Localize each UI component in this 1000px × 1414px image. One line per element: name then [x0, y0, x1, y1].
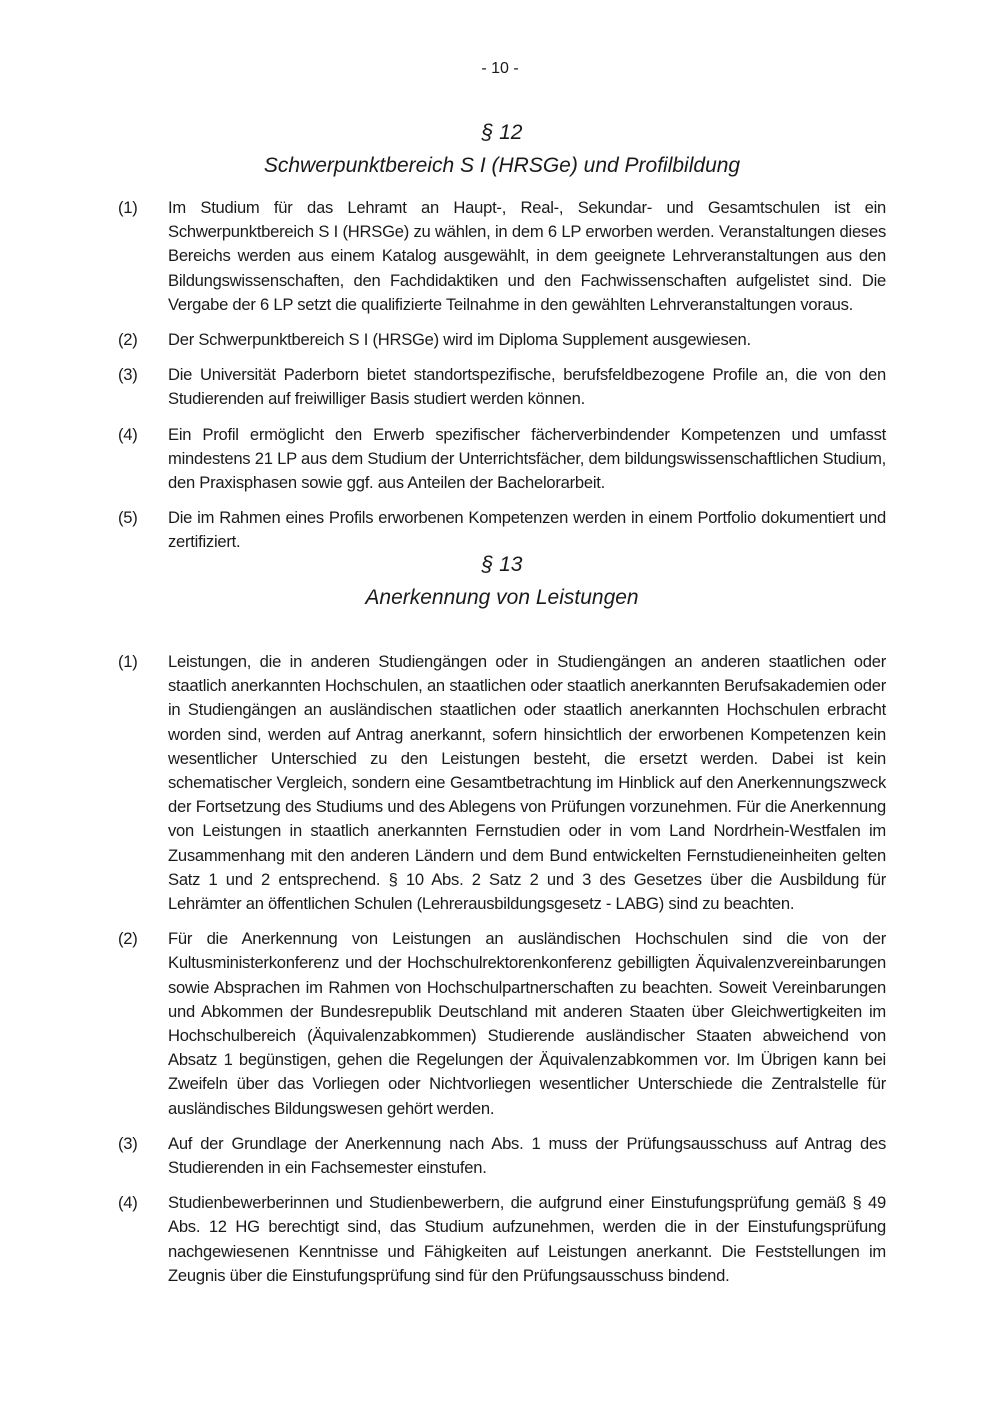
section-symbol: § 13 [481, 553, 523, 576]
paragraph-text: Studienbewerberinnen und Studienbewerbern, die aufgrund einer Einstufungsprüfung gemäß § 49 Abs. 12 HG berechtigt sind, das Studium aufzunehmen, werden die in der Einstufungsprüfung nachgewiesenen Kenntnisse und Fähigkeiten auf Leistungen anerkannt. Die Feststellungen im Zeugnis über die Einstufungsprüfung sind für den Prüfungsausschuss bindend. [168, 1193, 886, 1285]
paragraph-number: (2) [118, 330, 138, 350]
paragraph-text: Im Studium für das Lehramt an Haupt-, Real-, Sekundar- und Gesamtschulen ist ein Schwerpunktbereich S I (HRSGe) zu wählen, in dem 6 LP erworben werden. Veranstaltungen dieses Bereichs werden aus einem Katalog ausgewählt, in dem geeignete Lehrveranstaltungen aus den Bildungswissenschaften, den Fachdidaktiken und den Fachwissenschaften aufgelistet sind. Die Vergabe der 6 LP setzt die qualifizierte Teilnahme in den gewählten Lehrveranstaltungen voraus. [168, 198, 886, 314]
paragraph-number: (2) [118, 929, 138, 949]
paragraph-text: Auf der Grundlage der Anerkennung nach Abs. 1 muss der Prüfungsausschuss auf Antrag des Studierenden in ein Fachsemester einstufen. [168, 1133, 886, 1178]
paragraph [118, 423, 886, 496]
paragraph-number: (4) [118, 1193, 138, 1213]
paragraph-number: (4) [118, 424, 138, 444]
paragraph-text: Die Universität Paderborn bietet standortspezifische, berufsfeldbezogene Profile an, die von den Studierenden auf freiwilliger Basis studiert werden können. [168, 365, 886, 409]
paragraph-text: Leistungen, die in anderen Studiengängen oder in Studiengängen an anderen staatlichen oder staatlich anerkannten Hochschulen, an staatlichen oder staatlich anerkannten Berufsakademien oder in Studiengängen an ausländischen staatlichen oder staatlich anerkannten Hochschulen erbracht worden sind, werden auf Antrag anerkannt, sofern hinsichtlich der erworbenen Kompetenzen kein wesentlicher Unterschied zu den Leistungen besteht, die ersetzt werden. Dabei ist kein schematischer Vergleich, sondern eine Gesamtbetrachtung im Hinblick auf den Anerkennungszweck der Fortsetzung des Studiums und des Ablegens von Prüfungen vorzunehmen. Für die Anerkennung von Leistungen in staatlich anerkannten Fernstudien oder in vom Land Nordrhein-Westfalen im Zusammenhang mit den anderen Ländern und dem Bund entwickelten Fernstudieneinheiten gelten Satz 1 und 2 entsprechend. § 10 Abs. 2 Satz 2 und 3 des Gesetzes über die Ausbildung für Lehrämter an öffentlichen Schulen (Lehrerausbildungsgesetz - LABG) sind zu beachten. [168, 652, 886, 914]
page-number: - 10 - [481, 60, 519, 77]
paragraph [118, 927, 886, 1121]
paragraph-number: (5) [118, 508, 138, 528]
section-title: Schwerpunktbereich S I (HRSGe) und Profilbildung [263, 154, 741, 177]
section-12 [118, 116, 886, 555]
paragraph-text: Der Schwerpunktbereich S I (HRSGe) wird im Diploma Supplement ausgewiesen. [168, 330, 751, 350]
paragraph [118, 650, 886, 916]
paragraph-number: (1) [118, 652, 138, 671]
section-13 [118, 548, 886, 1288]
paragraph-text: Ein Profil ermöglicht den Erwerb spezifischer fächerverbindender Kompetenzen und umfasst mindestens 21 LP aus dem Studium der Unterrichtsfächer, dem bildungswissenschaftlichen Studium, den Praxisphasen sowie ggf. aus Anteilen der Bachelorarbeit. [168, 424, 886, 493]
paragraph-number: (3) [118, 1133, 138, 1153]
paragraph-number: (3) [118, 365, 138, 385]
section-symbol: § 12 [481, 121, 523, 144]
paragraph-number: (1) [118, 198, 138, 217]
paragraph [118, 1191, 886, 1288]
paragraph [118, 1132, 886, 1180]
paragraph-text: Für die Anerkennung von Leistungen an ausländischen Hochschulen sind die von der Kultusministerkonferenz und der Hochschulrektorenkonferenz gebilligten Äquivalenzvereinbarungen sowie Absprachen im Rahmen von Hochschulpartnerschaften zu beachten. Soweit Vereinbarungen und Abkommen der Bundesrepublik Deutschland mit anderen Staaten über Gleichwertigkeiten im Hochschulbereich (Äquivalenzabkommen) Studierende ausländischer Staaten abweichend von Absatz 1 begünstigen, gehen die Regelungen der Äquivalenzabkommen vor. Im Übrigen kann bei Zweifeln über das Vorliegen oder Nichtvorliegen wesentlicher Unterschiede die Zentralstelle für ausländisches Bildungswesen gehört werden. [168, 929, 886, 1118]
paragraph [118, 196, 886, 317]
section-title: Anerkennung von Leistungen [365, 586, 639, 609]
paragraph-text: Die im Rahmen eines Profils erworbenen Kompetenzen werden in einem Portfolio dokumentiert und zertifiziert. [168, 508, 886, 552]
paragraph [118, 363, 886, 411]
paragraph [118, 328, 886, 352]
